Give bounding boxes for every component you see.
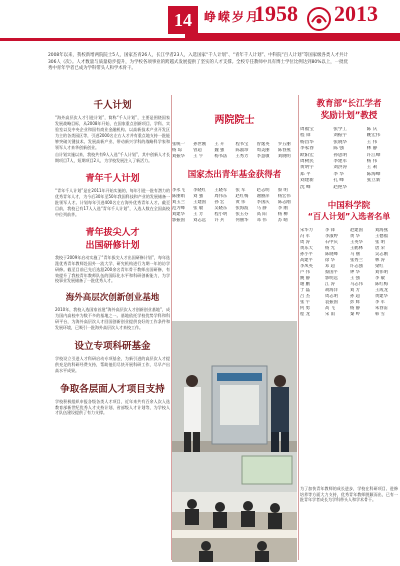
name-item: 赵建国: [350, 228, 363, 234]
heading-youth-talent-a: 青年拔尖人才: [85, 227, 140, 238]
text-youth-qianren: “青年千人计划”是在2011年开始实施的，每年引进一批有潜力的优秀青年人才，为今后30年至50年我国科技和产业的发展储备一批领军人才。计划每年引进400名左右海外优秀青年人才。截至目前，我校已有17人入选“青年千人计划”，入选人数在全国高校中位列前茅。: [55, 188, 170, 217]
name-item: 孙思明: [333, 152, 348, 158]
heading-bairen-b: “百人计划”入选者名单: [307, 212, 391, 222]
name-item: 周树民: [300, 159, 314, 165]
name-item: 邓 超: [325, 264, 335, 270]
name-item: 李淑婷: [325, 234, 338, 240]
name-item: 李 刚: [277, 206, 288, 211]
name-item: 宋 雨: [325, 312, 335, 318]
name-item: 卢 伟: [300, 270, 310, 276]
jieqing-list: [172, 188, 297, 224]
name-item: 魏 强: [214, 148, 225, 153]
name-item: 杨 静: [350, 306, 360, 312]
name-item: 张统一: [172, 142, 185, 147]
name-item: 赵红梅: [235, 194, 249, 199]
name-item: 王德福: [375, 234, 388, 240]
name-item: 朱春雷: [375, 306, 388, 312]
name-item: 曾逸英: [256, 142, 270, 147]
name-item: 张 军: [235, 188, 246, 193]
name-item: 周福宝: [300, 127, 314, 132]
name-item: 许志强: [350, 264, 363, 270]
heading-bairen-a: 中国科学院: [327, 201, 371, 212]
heading-youth-talent-b: 出国研修计划: [85, 240, 140, 251]
name-item: 黄 伟: [235, 200, 246, 205]
page-header: [0, 0, 400, 46]
name-item: 杨 伟: [366, 159, 378, 165]
name-item: 刘晓明: [277, 154, 291, 159]
name-item: 刘振华: [172, 154, 185, 159]
name-item: 许江峰: [366, 152, 381, 158]
name-item: 张 宇: [300, 300, 310, 306]
name-item: 马 静: [256, 206, 267, 211]
name-item: 陈海峰: [366, 171, 381, 177]
heading-changjiang-b: 奖励计划”教授: [320, 111, 378, 121]
name-item: 梁红: [375, 264, 384, 270]
name-item: 李凤英: [300, 264, 313, 270]
name-item: 赵艳华: [333, 184, 348, 190]
name-item: 刘 强: [193, 194, 204, 199]
name-item: 刘建华: [172, 212, 185, 217]
name-item: 蔡国平: [325, 270, 338, 276]
text-innovation-base: 2010年，我校入选国家首批“海外高层次人才创新创业基地”，成为国内高校中为数不多的基地之一。基地依托学校优势学科和科研平台，为海外高层次人才回国创新创业提供良好的工作条件和发展环境，已吸引一批海外高层次人才来校工作。: [55, 307, 170, 331]
name-item: 王 伟: [366, 139, 378, 145]
name-item: 张秀兰: [350, 258, 363, 264]
name-item: 陈 强: [333, 146, 344, 152]
name-item: 周 涛: [300, 240, 310, 246]
name-item: 孙小平: [300, 252, 313, 258]
left-column: [55, 93, 170, 563]
name-item: 刘海燕: [375, 228, 388, 234]
name-item: 王 莉: [366, 165, 378, 171]
name-item: 孙 超: [350, 294, 360, 300]
name-item: 黄 华: [350, 234, 360, 240]
name-item: 杨书法: [214, 154, 228, 159]
heading-changjiang-a: 教育部“长江学者: [316, 99, 382, 109]
name-item: 曾超: [193, 148, 202, 153]
name-item: 黄明宇: [300, 165, 314, 171]
name-item: 姚宏伟: [366, 133, 381, 139]
name-item: 林 静: [366, 146, 378, 152]
name-item: 吴志刚: [375, 252, 388, 258]
name-item: 刘志远: [193, 218, 207, 223]
name-item: 李建军: [333, 159, 348, 165]
heading-qianren: 千人计划: [93, 100, 132, 111]
name-item: 苏 晴: [277, 218, 288, 223]
name-item: 程 锋: [300, 133, 311, 139]
name-item: 张海波: [235, 206, 249, 211]
name-item: 郭明远: [325, 276, 338, 282]
text-research-fund: 学校设立引进人才科研启动专项基金，为新引进的高层次人才提供充足的科研经费支持，帮助他们尽快开展科研工作，尽早产出高水平成果。: [55, 355, 170, 373]
name-item: 陈晓峰: [325, 252, 338, 258]
name-item: 刘伟明: [375, 270, 388, 276]
year-end: 2013: [334, 1, 378, 26]
name-item: 杨宏伟: [277, 194, 291, 199]
name-item: 蔡 明: [277, 188, 288, 193]
name-item: 周志明: [325, 294, 338, 300]
name-item: 高 阳: [256, 212, 267, 217]
name-item: 陈红梅: [375, 282, 388, 288]
name-item: 宋华力: [300, 228, 313, 234]
name-item: 吴晓东: [214, 206, 228, 211]
name-item: 刘 芳: [350, 288, 360, 294]
name-item: 王 宇: [193, 154, 204, 159]
name-item: 杨 光: [325, 246, 335, 252]
name-item: 陈淑珍: [235, 148, 249, 153]
name-item: 周伟东: [214, 194, 228, 199]
name-item: 王 升: [214, 142, 225, 147]
name-item: 徐 华: [325, 258, 335, 264]
name-item: 李 军: [375, 300, 385, 306]
name-item: 张 敏: [193, 206, 204, 211]
name-item: 陈丽娟: [172, 194, 185, 199]
name-item: 唐 荣: [375, 246, 385, 252]
name-item: 胡海洋: [325, 288, 338, 294]
name-item: 王秀芳: [235, 154, 249, 159]
name-item: 李永飞: [172, 188, 185, 193]
heading-academicians: 两院院士: [214, 115, 255, 126]
name-item: 于 磊: [300, 288, 310, 294]
name-item: 孙 宏: [214, 200, 225, 205]
name-item: 王晓军: [214, 188, 228, 193]
name-item: 郑 平: [300, 171, 311, 177]
name-item: 张玉芬: [235, 212, 249, 217]
section-title: 峥嵘岁月: [204, 10, 261, 24]
name-item: 张立新: [366, 178, 381, 184]
name-item: 程 龙: [300, 312, 310, 318]
name-item: 李 华: [333, 171, 344, 177]
name-item: 高建平: [300, 258, 313, 264]
name-item: 许 兵: [214, 218, 225, 223]
name-item: 刘玉兰: [172, 200, 185, 205]
name-item: 赵志明: [256, 188, 270, 193]
name-item: 孙世刚: [193, 142, 207, 147]
name-item: 陈春燕: [277, 148, 291, 153]
name-item: 王建国: [193, 200, 207, 205]
name-item: 王成龙: [375, 288, 388, 294]
name-item: 沈 峰: [300, 184, 311, 190]
name-item: 孔 峰: [333, 178, 344, 184]
name-item: 冯 军: [300, 234, 310, 240]
name-item: 刘洪涛: [333, 165, 348, 171]
header-rule: [0, 38, 400, 41]
name-item: 李慧敏: [256, 154, 270, 159]
year-start: 1958: [254, 1, 298, 26]
name-item: 谢丽萍: [256, 194, 270, 199]
name-item: 江 涛: [325, 282, 335, 288]
text-qianren-2: 自计划实施以来，我校共有9人入选“千人计划”，其中创新人才长期项目7人，短期项目2人，为学校发展注入了新活力。: [55, 152, 170, 164]
seminar-photo: [172, 452, 297, 562]
name-item: 张 明: [375, 240, 385, 246]
text-youth-talent: 我校于2009年启动实施了“青年拔尖人才出国研修计划”，每年选派优秀青年教师赴国外一流大学、研究机构进行为期一年的访学研修。截至目前已先后选派200余名青年骨干教师出国研修，有效提升了我校青年教师队伍的国际化水平和科研创新能力，为学校事业发展储备了一批优秀人才。: [55, 254, 170, 284]
name-item: 张晓华: [333, 139, 348, 145]
name-item: 彭 辉: [350, 300, 360, 306]
name-item: 欧阳宏: [300, 152, 314, 158]
name-item: 吕 杰: [300, 294, 310, 300]
name-item: 何丽华: [235, 218, 249, 223]
name-item: 马 丽: [350, 252, 360, 258]
name-item: 刘建新: [300, 178, 314, 184]
anniversary-emblem-icon: [306, 6, 332, 32]
name-item: 李国庆: [256, 200, 270, 205]
name-item: 范为峰: [172, 206, 185, 211]
text-qianren-1: “海外高层次人才引进计划”，简称“千人计划”，主要是围绕国家发展战略目标，从2008年开始，在国家重点创新项目、学科、实验室以及中央企业和国有商业金融机构、以高新技术产业开发区为主的各类园区等，引进2000名左右人才并有重点地支持一批能够突破关键技术、发展高新产业、带动新兴学科的战略科学家和领军人才来华创新创业。: [55, 115, 170, 150]
heading-innovation-base: 海外高层次创新创业基地: [65, 293, 160, 304]
intro-paragraph: 2008年以来，我校新增两院院士5人，国家杰青26人，长江学者23人，入选国家“千人计划”、“青年千人计划”、中科院“百人计划”等国家级各类人才共计306人（次）。人才数量与质量稳步提升，为学校各项事业的跨越式发展提供了坚实的人才支撑。全校专任教师中具有博士学位比例达到80%以上，一批优秀中青年学者已成为学科带头人和学术骨干。: [48, 53, 348, 72]
name-item: 罗五丽: [277, 142, 291, 147]
academicians-list: [172, 142, 297, 160]
name-item: 王 强: [350, 276, 360, 282]
name-item: 高 飞: [325, 306, 335, 312]
name-item: 张学工: [333, 127, 348, 132]
name-item: 姚 静: [300, 276, 310, 282]
name-item: 王 芳: [193, 212, 204, 217]
name-item: 王鹤林: [350, 246, 363, 252]
name-item: 王英华: [350, 240, 363, 246]
name-item: 何 勇: [300, 306, 310, 312]
name-item: 陈 庆: [366, 127, 378, 132]
changjiang-list: [300, 127, 398, 191]
name-item: 秦 岭: [350, 312, 360, 318]
name-item: 钟 华: [350, 270, 360, 276]
youth-caption: 为了加快青年教师的成长进步，学校在科研项目、进修培养等方面大力支持，优秀青年教师脱颖而出，已有一批青年学者成长为学科带头人和学术骨干。: [300, 486, 398, 503]
name-item: 杨 柳: [277, 212, 288, 217]
heading-jieqing: 国家杰出青年基金获得者: [187, 170, 282, 180]
name-item: 李 锋: [325, 228, 335, 234]
page-number: 14: [168, 6, 198, 34]
name-item: 马志伟: [350, 282, 363, 288]
column-divider: [298, 95, 299, 560]
name-item: 刘振宇: [333, 133, 348, 139]
name-item: 李晓红: [193, 188, 207, 193]
name-item: 谢 鹏: [300, 282, 310, 288]
name-item: 李 敏: [375, 276, 385, 282]
name-item: 林 涛: [375, 258, 385, 264]
name-item: 杨 琼: [172, 148, 182, 153]
name-item: 程小明: [214, 212, 228, 217]
name-item: 袁振国: [325, 300, 338, 306]
name-item: 黄建华: [375, 294, 388, 300]
name-item: 杨昌华: [300, 139, 314, 145]
name-item: 石中庆: [325, 240, 338, 246]
heading-youth-qianren: 青年千人计划: [85, 174, 140, 185]
name-item: 程书宝: [235, 142, 249, 147]
name-item: 邓 伟: [256, 218, 267, 223]
name-item: 黄乐天: [300, 246, 313, 252]
name-item: 郭振国: [172, 218, 185, 223]
name-item: 李家春: [300, 146, 314, 152]
name-item: 周美丽: [256, 148, 270, 153]
name-item: 韩 雪: [375, 312, 385, 318]
text-talent-projects: 学校积极组织申报各级各类人才项目，近年来共有百余人次入选教育部新世纪优秀人才支持计划、省部级人才计划等，为学校人才队伍建设提供了有力支撑。: [55, 398, 170, 416]
name-item: 陈志刚: [277, 200, 291, 205]
bairen-list: [300, 228, 398, 318]
heading-talent-projects: 争取各层面人才项目支持: [60, 383, 165, 395]
heading-research-fund: 设立专项科研基金: [74, 340, 151, 352]
